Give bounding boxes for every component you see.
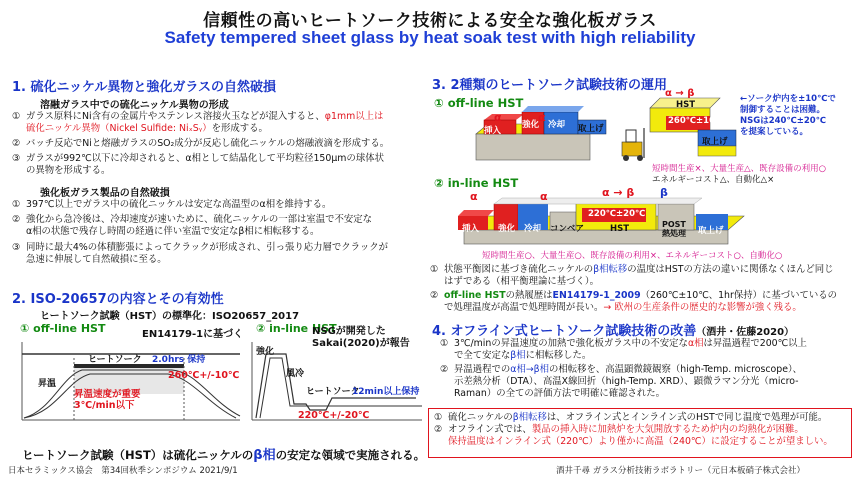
offline-temper: 強化 — [522, 120, 540, 130]
s1-sub1: 溶融ガラス中での硫化ニッケル異物の形成 — [40, 100, 229, 111]
page-title-en: Safety tempered sheet glass by heat soak test with high reliability — [164, 28, 696, 47]
s4-point2: ② 昇温過程でのα相→β相の相転移を、高温顕微鏡観察（high-Temp. microscope）、 示差熱分析（DTA）、高温X線回折（high-Temp. XRD）、顕微ラマン分光（micro- Raman）の全ての評価方法で明確に確認された。 — [440, 364, 803, 399]
chart1-hold-label: 2.0hrs 保持 — [152, 355, 206, 365]
chart2-cool-label: 風冷 — [286, 369, 305, 379]
inline-load: 挿入 — [462, 224, 480, 234]
chart1-heatup-label: 昇温 — [38, 379, 57, 389]
section3-heading: 3. 2種類のヒートソーク試験技術の運用 — [432, 78, 668, 93]
inline-beta: β — [660, 186, 668, 199]
s1-item-j3: ③ 同時に最大4%の体積膨張によってクラックが形成され、引っ張り応力層でクラックが 急速に伸展して自然破損に至る。 — [12, 242, 388, 265]
offline-temp: 260℃±10℃ — [668, 116, 726, 126]
offline-hst-diagram — [470, 90, 740, 170]
chart1-temp-label: 260℃+/-10℃ — [168, 370, 240, 381]
s2-en-based: EN14179-1に基づく — [142, 329, 244, 340]
s3-point2: ② off-line HSTの熱履歴はEN14179-1_2009（260℃±10℃、1hr保持）に基づいているの で処理温度が高温で処理時間が長い。→ 欧州の生産条件の歴史的な影響が強く残る。 — [430, 290, 837, 313]
chart2-temp-label: 220℃+/-20℃ — [298, 410, 370, 421]
offline-alpha2: α — [538, 111, 546, 124]
inline-hst-label: HST — [610, 224, 630, 234]
section2-heading: 2. ISO-20657の内容とその有効性 — [12, 292, 224, 307]
offline-alpha-beta: α → β — [665, 88, 695, 99]
s1-sub2: 強化板ガラス製品の自然破損 — [40, 188, 170, 199]
chart2-heatsoak-label: ヒートソーク — [306, 387, 360, 397]
s2-offline-label: ① off-line HST — [20, 322, 106, 335]
s1-item2: ② バッチ反応でNiと熔融ガラスのSO₂成分が反応し硫化ニッケルの熔融液滴を形成する。 — [12, 138, 390, 149]
s1-item-j2: ② 強化から急冷後は、冷却速度が速いために、硫化ニッケルの一部は室温で不安定な α相の状態で残存し時間の経過に伴い室温で安定なβ相に相転移する。 — [12, 214, 373, 237]
inline-temp: 220℃±20℃ — [588, 209, 646, 219]
s2-standard: ヒートソーク試験（HST）の標準化：ISO20657_2017 — [40, 311, 300, 322]
s1-item3: ③ ガラスが992℃以下に冷却されると、α相として結晶化して平均粒径150μmの球体状 の異物を形成する。 — [12, 153, 384, 176]
inline-evaluation: 短時間生産○、大量生産○、既存設備の利用×、エネルギーコスト○、自動化○ — [482, 251, 783, 261]
s3-point1: ① 状態平衡図に基づき硫化ニッケルのβ相転移の温度はHSTの方法の違いに関係なくほんど同じ はずである（相平衡理論に基づく）。 — [430, 264, 834, 287]
inline-alpha-beta: α → β — [602, 186, 635, 199]
chart2-hold-label: 12min以上保持 — [352, 387, 420, 397]
offline-unload2: 取上げ — [702, 137, 728, 147]
inline-temper: 強化 — [498, 224, 516, 234]
s3-offline-label: ① off-line HST — [434, 96, 524, 110]
inline-post: POST 熱処理 — [662, 220, 686, 238]
inline-alpha1: α — [470, 190, 478, 203]
chart2-temper-label: 強化 — [256, 347, 275, 357]
inline-conveyor: コンベア — [550, 224, 585, 234]
offline-evaluation: 短時間生産×、大量生産△、既存設備の利用○ エネルギーコスト△、自動化△× — [652, 164, 827, 185]
section1-heading: 1. 硫化ニッケル異物と強化ガラスの自然破損 — [12, 80, 276, 95]
s2-conclusion: ヒートソーク試験（HST）は硫化ニッケルのβ相の安定な領域で実施される。 — [22, 448, 426, 463]
offline-hst-label: HST — [676, 100, 696, 110]
chart2-nsg-note: NSGが開発した Sakai(2020)が報告 — [312, 326, 410, 349]
offline-alpha1: α — [494, 111, 502, 124]
s1-item-j1: ① 397℃以上でガラス中の硫化ニッケルは安定な高温型のα相を維持する。 — [12, 199, 332, 210]
offline-oven-note: ←ソーク炉内を±10℃で 制御することは困難。 NSGは240℃±20℃ を提案している。 — [740, 94, 836, 137]
offline-unload: 取上げ — [578, 124, 604, 134]
chart1-heatsoak-label: ヒートソーク — [88, 355, 142, 365]
footer-right: 酒井千尋 ガラス分析技術ラボラトリー（元日本板硝子株式会社） — [556, 466, 805, 476]
footer-left: 日本セラミックス協会 第34回秋季シンポジウム 2021/9/1 — [8, 466, 238, 476]
offline-load: 挿入 — [484, 126, 502, 136]
offline-cool: 冷却 — [548, 120, 566, 130]
page-title-jp: 信頼性の高いヒートソーク技術による安全な強化板ガラス — [203, 11, 657, 31]
chart1-rate-label: 昇温速度が重要 3℃/min以下 — [74, 389, 141, 411]
inline-alpha2: α — [540, 190, 548, 203]
s3-inline-label: ② in-line HST — [434, 176, 519, 190]
s4-point1: ① 3℃/minの昇温速度の加熱で強化板ガラス中の不安定なα相は昇温過程で200℃以上 で全て安定なβ相に相転移した。 — [440, 338, 807, 361]
inline-unload: 取上げ — [698, 226, 724, 236]
s4-summary-box: ① 硫化ニッケルのβ相転移は、オフライン式とインライン式のHSTで同じ温度で処理が可能。 ② オフライン式では、製品の挿入時に加熱炉を大気開放するため炉内の均熱化が困難。 保持温度はインライン式（220℃）より僅かに高温（240℃）に設定することが望ましい。 — [428, 408, 852, 458]
section4-heading: 4. オフライン式ヒートソーク試験技術の改善（酒井・佐藤2020） — [432, 324, 795, 339]
inline-cool: 冷却 — [524, 224, 542, 234]
s2-inline-label: ② in-line HST — [256, 322, 337, 335]
s1-item1: ① ガラス原料にNi含有の金属片やステンレス溶接火玉などが混入すると、φ1mm以上は 硫化ニッケル異物（Nickel Sulfide: NiₓSᵧ）を形成する。 — [12, 111, 384, 134]
